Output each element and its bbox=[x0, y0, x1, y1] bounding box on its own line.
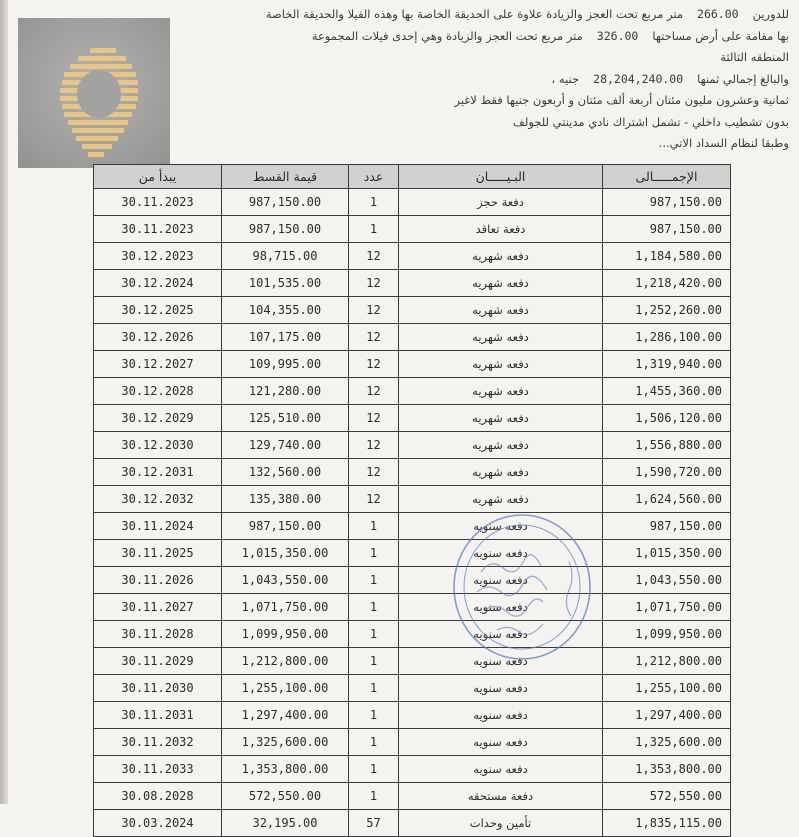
cell-description: دفعه سنويه bbox=[399, 540, 603, 567]
cell-description: دفعه سنويه bbox=[399, 675, 603, 702]
cell-start-date: 30.11.2028 bbox=[94, 621, 222, 648]
cell-total: 987,150.00 bbox=[603, 513, 731, 540]
cell-description: دفعه سنويه bbox=[399, 621, 603, 648]
cell-total: 1,835,115.00 bbox=[603, 810, 731, 837]
cell-count: 12 bbox=[349, 324, 399, 351]
cell-count: 1 bbox=[349, 621, 399, 648]
table-row bbox=[94, 729, 731, 756]
cell-description: دفعه شهريه bbox=[399, 270, 603, 297]
cell-installment: 1,043,550.00 bbox=[222, 567, 349, 594]
table-row bbox=[94, 216, 731, 243]
cell-start-date: 30.11.2026 bbox=[94, 567, 222, 594]
line-text: بدون تشطيب داخلي - تشمل اشتراك نادي مدينتي للجولف bbox=[512, 114, 789, 129]
cell-description: دفعه شهريه bbox=[399, 486, 603, 513]
line-number: 266.00 bbox=[697, 7, 739, 21]
cell-count: 1 bbox=[349, 729, 399, 756]
line-text: بها مقامة على أرض مساحتها bbox=[652, 28, 789, 43]
cell-count: 1 bbox=[349, 675, 399, 702]
cell-description: دفعه سنويه bbox=[399, 594, 603, 621]
cell-total: 1,212,800.00 bbox=[603, 648, 731, 675]
logo-bar bbox=[88, 152, 104, 157]
cell-start-date: 30.12.2028 bbox=[94, 378, 222, 405]
cell-description: دفعه شهريه bbox=[399, 324, 603, 351]
cell-description: دفعه سنويه bbox=[399, 513, 603, 540]
table-row bbox=[94, 405, 731, 432]
logo-bar bbox=[90, 48, 116, 53]
cell-start-date: 30.12.2024 bbox=[94, 270, 222, 297]
cell-count: 1 bbox=[349, 702, 399, 729]
line-text: متر مربع تحت العجز والزيادة وهي إحدى فيلات المجموعة bbox=[311, 28, 583, 43]
cell-description: دفعه شهريه bbox=[399, 432, 603, 459]
cell-installment: 1,212,800.00 bbox=[222, 648, 349, 675]
cell-installment: 987,150.00 bbox=[222, 189, 349, 216]
cell-start-date: 30.11.2024 bbox=[94, 513, 222, 540]
line-text: المنطقه الثالثة bbox=[720, 50, 789, 64]
cell-installment: 572,550.00 bbox=[222, 783, 349, 810]
cell-total: 1,353,800.00 bbox=[603, 756, 731, 783]
table-header-row bbox=[94, 165, 731, 189]
table-row bbox=[94, 459, 731, 486]
cell-installment: 32,195.00 bbox=[222, 810, 349, 837]
table-row bbox=[94, 378, 731, 405]
cell-count: 1 bbox=[349, 540, 399, 567]
cell-start-date: 30.11.2032 bbox=[94, 729, 222, 756]
cell-count: 12 bbox=[349, 486, 399, 513]
cell-count: 12 bbox=[349, 405, 399, 432]
cell-total: 1,624,560.00 bbox=[603, 486, 731, 513]
cell-total: 1,015,350.00 bbox=[603, 540, 731, 567]
table-row bbox=[94, 567, 731, 594]
cell-installment: 121,280.00 bbox=[222, 378, 349, 405]
cell-total: 1,455,360.00 bbox=[603, 378, 731, 405]
cell-installment: 987,150.00 bbox=[222, 513, 349, 540]
cell-installment: 129,740.00 bbox=[222, 432, 349, 459]
cell-description: دفعه سنويه bbox=[399, 756, 603, 783]
table-row bbox=[94, 621, 731, 648]
table-row bbox=[94, 648, 731, 675]
cell-start-date: 30.11.2033 bbox=[94, 756, 222, 783]
cell-start-date: 30.12.2026 bbox=[94, 324, 222, 351]
header-count: عدد bbox=[349, 165, 399, 189]
line-text: ثمانية وعشرون مليون مئتان أربعة ألف مئتان و أربعون جنيها فقط لاغير bbox=[454, 93, 789, 107]
table-row bbox=[94, 351, 731, 378]
logo-pin-hole bbox=[77, 70, 121, 118]
cell-installment: 1,071,750.00 bbox=[222, 594, 349, 621]
line-text: متر مربع تحت العجز والزيادة علاوة على الحديقة الخاصة بها وهذه الفيلا والحديقة الخاصة bbox=[265, 7, 684, 21]
cell-installment: 132,560.00 bbox=[222, 459, 349, 486]
logo-bar bbox=[76, 136, 118, 141]
cell-total: 1,255,100.00 bbox=[603, 675, 731, 702]
cell-installment: 125,510.00 bbox=[222, 405, 349, 432]
line-text: وطبقا لنظام السداد الاتي... bbox=[658, 136, 789, 150]
cell-description: دفعه شهريه bbox=[399, 405, 603, 432]
table-row bbox=[94, 270, 731, 297]
cell-start-date: 30.11.2030 bbox=[94, 675, 222, 702]
cell-start-date: 30.12.2032 bbox=[94, 486, 222, 513]
cell-total: 1,319,940.00 bbox=[603, 351, 731, 378]
cell-description: دفعة حجز bbox=[399, 189, 603, 216]
cell-count: 1 bbox=[349, 189, 399, 216]
logo-bar bbox=[68, 120, 128, 125]
logo bbox=[18, 18, 170, 168]
table-row bbox=[94, 324, 731, 351]
cell-total: 1,506,120.00 bbox=[603, 405, 731, 432]
logo-bar bbox=[70, 64, 132, 69]
header-installment: قيمة القسط bbox=[222, 165, 349, 189]
cell-start-date: 30.11.2023 bbox=[94, 189, 222, 216]
cell-count: 57 bbox=[349, 810, 399, 837]
line-text: جنيه ، bbox=[551, 71, 580, 86]
cell-total: 1,218,420.00 bbox=[603, 270, 731, 297]
logo-bar bbox=[82, 144, 112, 149]
cell-count: 12 bbox=[349, 432, 399, 459]
table-row bbox=[94, 297, 731, 324]
cell-count: 12 bbox=[349, 297, 399, 324]
cell-total: 1,099,950.00 bbox=[603, 621, 731, 648]
cell-installment: 135,380.00 bbox=[222, 486, 349, 513]
cell-description: دفعه شهريه bbox=[399, 459, 603, 486]
map-pin-icon bbox=[18, 18, 170, 168]
cell-count: 12 bbox=[349, 378, 399, 405]
line-text: والبالغ إجمالي ثمنها bbox=[697, 71, 789, 86]
cell-installment: 1,353,800.00 bbox=[222, 756, 349, 783]
cell-description: دفعة مستحقه bbox=[399, 783, 603, 810]
table-row bbox=[94, 486, 731, 513]
table-row bbox=[94, 756, 731, 783]
cell-installment: 1,255,100.00 bbox=[222, 675, 349, 702]
cell-total: 1,252,260.00 bbox=[603, 297, 731, 324]
logo-bar bbox=[78, 56, 126, 61]
cell-count: 1 bbox=[349, 216, 399, 243]
cell-installment: 1,297,400.00 bbox=[222, 702, 349, 729]
table-row bbox=[94, 810, 731, 837]
cell-installment: 104,355.00 bbox=[222, 297, 349, 324]
page-edge bbox=[0, 0, 8, 804]
cell-installment: 1,325,600.00 bbox=[222, 729, 349, 756]
cell-count: 12 bbox=[349, 351, 399, 378]
cell-description: دفعه سنويه bbox=[399, 648, 603, 675]
cell-start-date: 30.12.2027 bbox=[94, 351, 222, 378]
header-description: البـيـــــان bbox=[399, 165, 603, 189]
header-total: الإجمـــــالى bbox=[603, 165, 731, 189]
table-row bbox=[94, 513, 731, 540]
cell-start-date: 30.11.2025 bbox=[94, 540, 222, 567]
table-row bbox=[94, 594, 731, 621]
table-row bbox=[94, 243, 731, 270]
table-row bbox=[94, 675, 731, 702]
table-row bbox=[94, 702, 731, 729]
cell-count: 1 bbox=[349, 648, 399, 675]
cell-count: 12 bbox=[349, 270, 399, 297]
cell-start-date: 30.11.2029 bbox=[94, 648, 222, 675]
table-row bbox=[94, 432, 731, 459]
cell-count: 12 bbox=[349, 243, 399, 270]
cell-count: 1 bbox=[349, 594, 399, 621]
line-number: 28,204,240.00 bbox=[593, 71, 684, 86]
cell-start-date: 30.12.2029 bbox=[94, 405, 222, 432]
cell-installment: 98,715.00 bbox=[222, 243, 349, 270]
table-row bbox=[94, 540, 731, 567]
cell-count: 1 bbox=[349, 756, 399, 783]
cell-installment: 1,015,350.00 bbox=[222, 540, 349, 567]
cell-total: 1,043,550.00 bbox=[603, 567, 731, 594]
cell-total: 1,556,880.00 bbox=[603, 432, 731, 459]
cell-start-date: 30.12.2030 bbox=[94, 432, 222, 459]
cell-description: دفعه سنويه bbox=[399, 702, 603, 729]
cell-description: دفعه شهريه bbox=[399, 297, 603, 324]
cell-count: 1 bbox=[349, 567, 399, 594]
cell-count: 1 bbox=[349, 783, 399, 810]
cell-total: 1,297,400.00 bbox=[603, 702, 731, 729]
logo-bar bbox=[72, 128, 124, 133]
cell-total: 987,150.00 bbox=[603, 189, 731, 216]
cell-description: دفعه سنويه bbox=[399, 567, 603, 594]
cell-description: دفعه شهريه bbox=[399, 351, 603, 378]
cell-start-date: 30.03.2024 bbox=[94, 810, 222, 837]
cell-description: تأمين وحدات bbox=[399, 810, 603, 837]
cell-start-date: 30.11.2027 bbox=[94, 594, 222, 621]
cell-start-date: 30.08.2028 bbox=[94, 783, 222, 810]
cell-installment: 987,150.00 bbox=[222, 216, 349, 243]
cell-start-date: 30.12.2023 bbox=[94, 243, 222, 270]
cell-start-date: 30.12.2025 bbox=[94, 297, 222, 324]
cell-description: دفعه شهريه bbox=[399, 243, 603, 270]
payment-schedule-table bbox=[93, 164, 731, 837]
cell-total: 572,550.00 bbox=[603, 783, 731, 810]
cell-total: 1,071,750.00 bbox=[603, 594, 731, 621]
cell-start-date: 30.12.2031 bbox=[94, 459, 222, 486]
cell-start-date: 30.11.2023 bbox=[94, 216, 222, 243]
cell-total: 1,590,720.00 bbox=[603, 459, 731, 486]
cell-installment: 107,175.00 bbox=[222, 324, 349, 351]
header-start-date: يبدأ من bbox=[94, 165, 222, 189]
cell-installment: 1,099,950.00 bbox=[222, 621, 349, 648]
table-row bbox=[94, 783, 731, 810]
cell-count: 1 bbox=[349, 513, 399, 540]
cell-count: 12 bbox=[349, 459, 399, 486]
line-text: للدورين bbox=[752, 7, 789, 21]
cell-installment: 101,535.00 bbox=[222, 270, 349, 297]
cell-start-date: 30.11.2031 bbox=[94, 702, 222, 729]
line-number: 326.00 bbox=[596, 28, 639, 43]
cell-description: دفعه سنويه bbox=[399, 729, 603, 756]
cell-total: 1,286,100.00 bbox=[603, 324, 731, 351]
cell-installment: 109,995.00 bbox=[222, 351, 349, 378]
cell-total: 1,184,580.00 bbox=[603, 243, 731, 270]
cell-description: دفعة تعاقد bbox=[399, 216, 603, 243]
cell-total: 987,150.00 bbox=[603, 216, 731, 243]
table-row bbox=[94, 189, 731, 216]
cell-description: دفعه شهريه bbox=[399, 378, 603, 405]
cell-total: 1,325,600.00 bbox=[603, 729, 731, 756]
